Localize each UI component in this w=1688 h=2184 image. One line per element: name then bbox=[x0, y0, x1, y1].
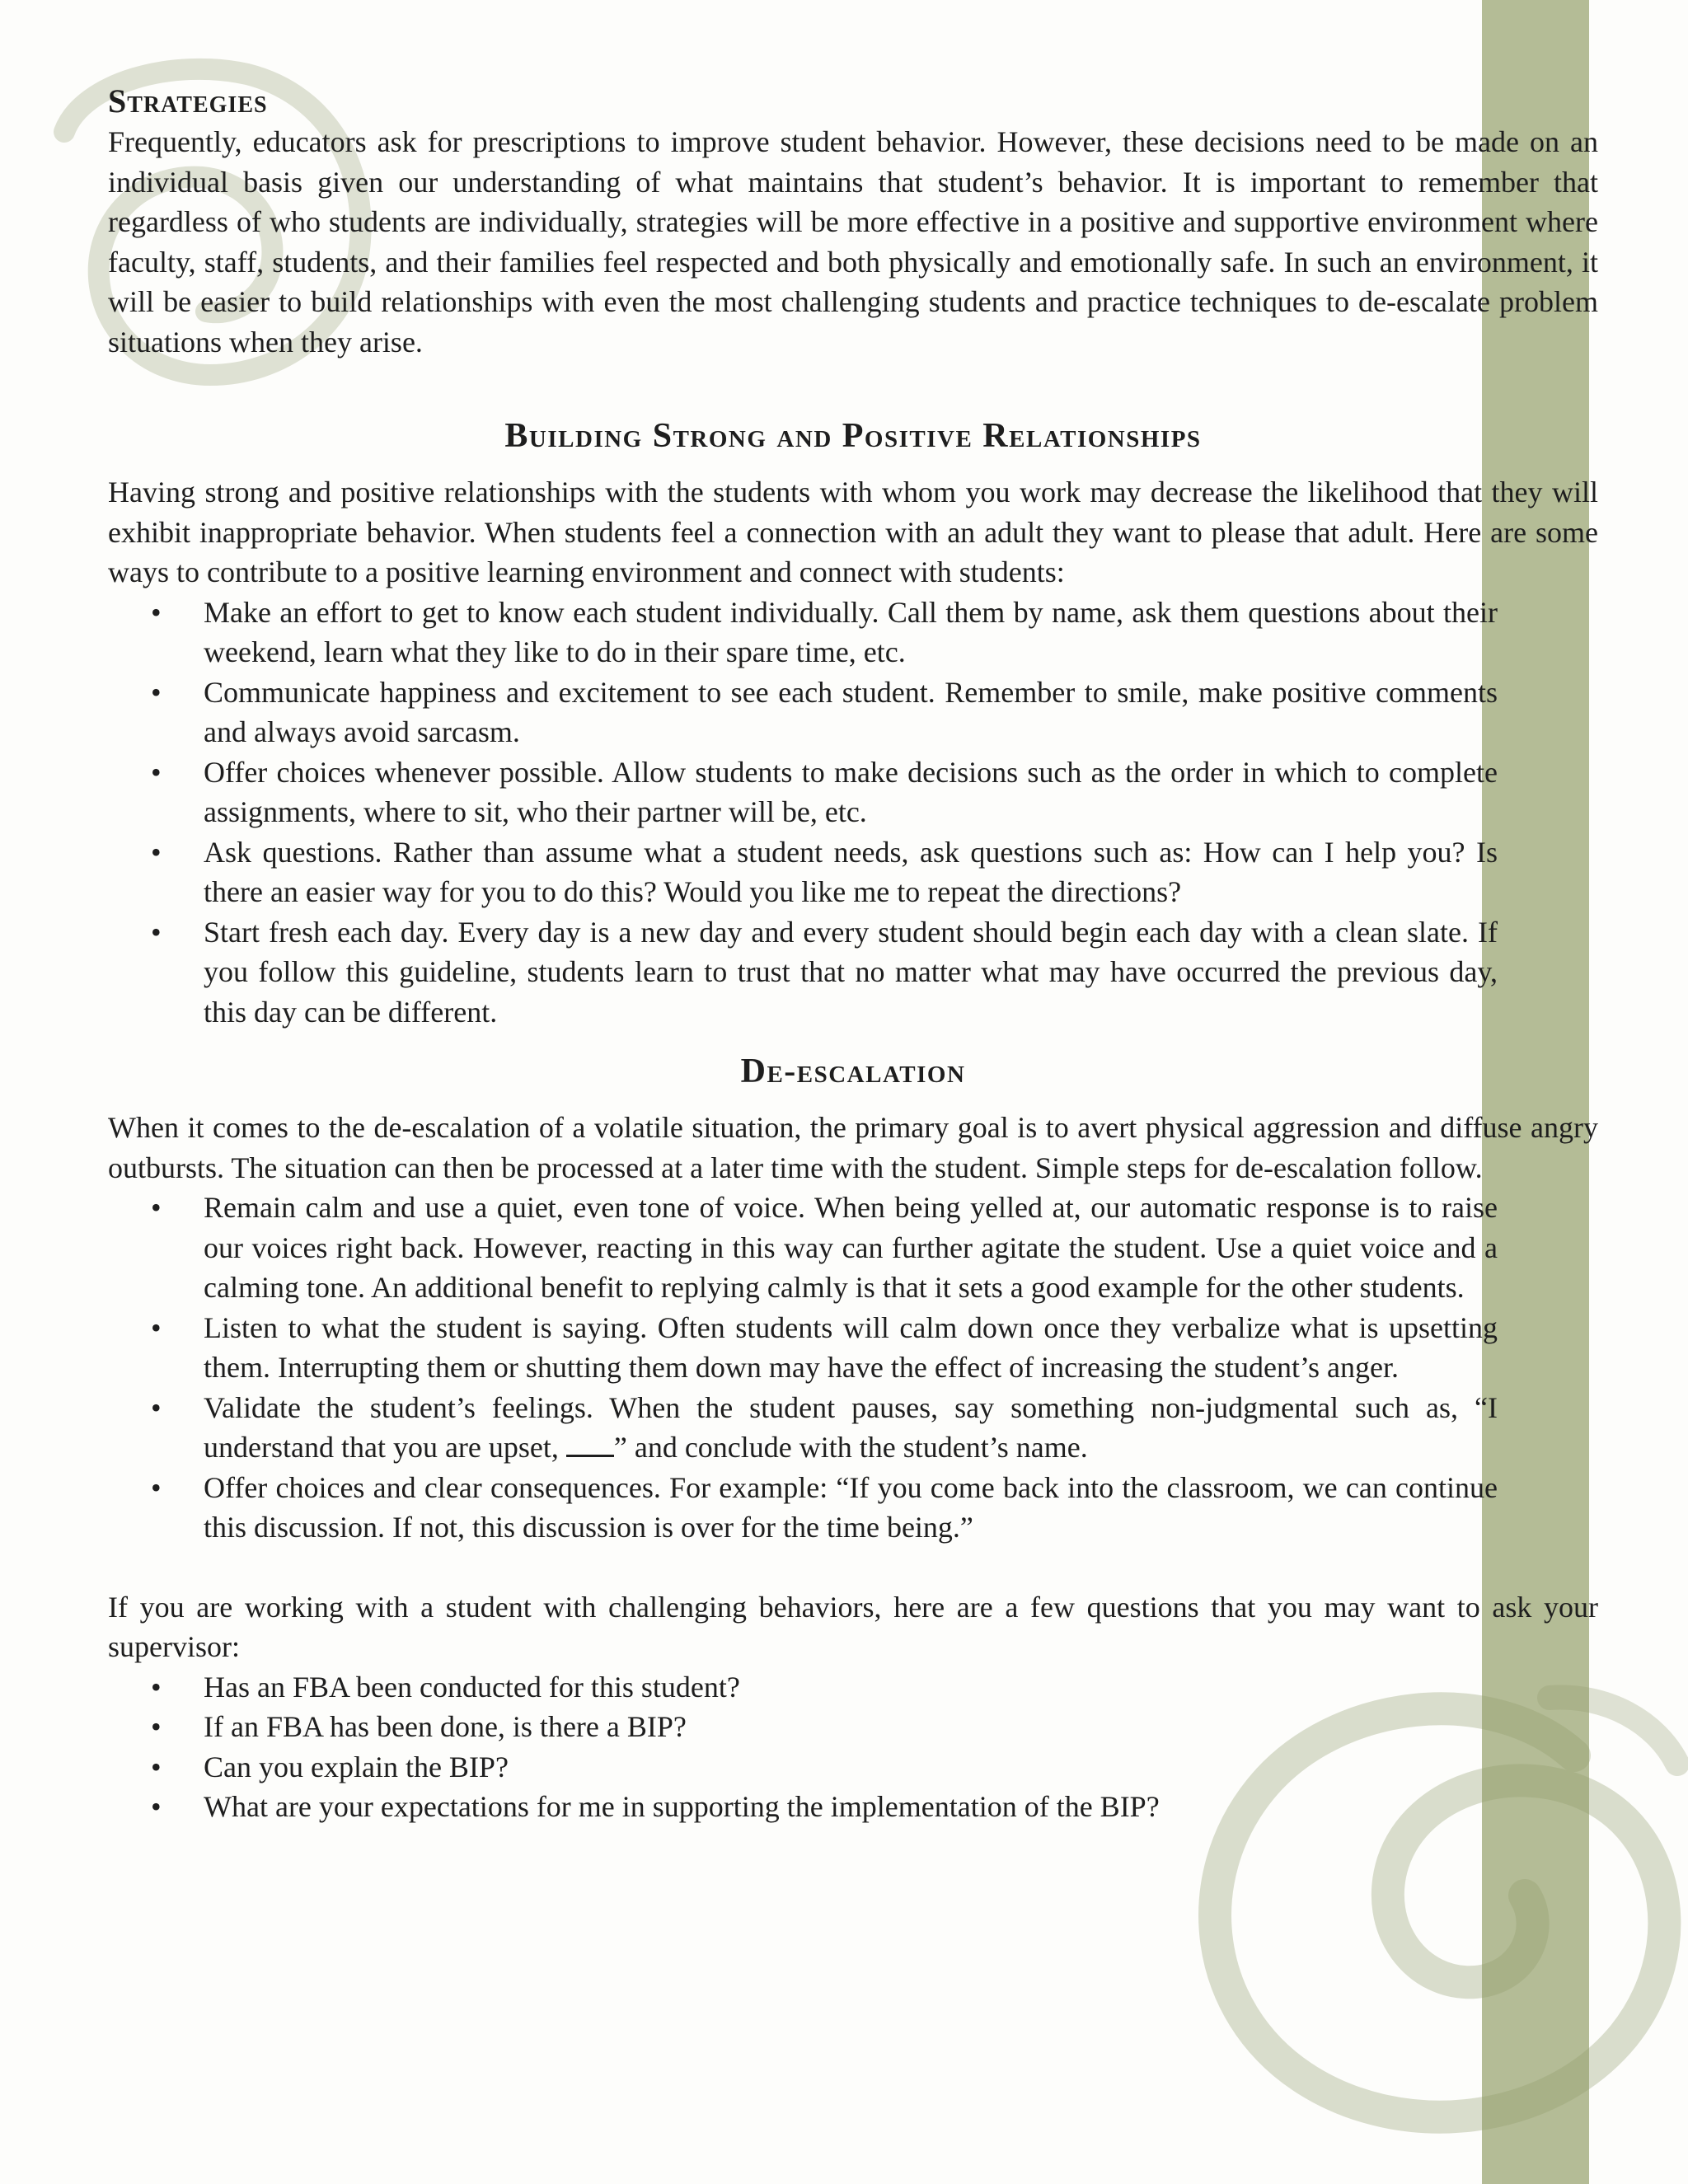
bullet-icon: • bbox=[151, 1470, 162, 1504]
list-item: • Ask questions. Rather than assume what a student needs, ask questions such as: How can I help you? Is there an easier way for you to do this? Would you like me to repeat the directions? bbox=[204, 832, 1498, 912]
bullet-icon: • bbox=[151, 1750, 162, 1783]
relationships-heading: Building Strong and Positive Relationships bbox=[504, 417, 1202, 455]
deescalation-list bbox=[108, 1188, 1598, 1548]
relationships-list bbox=[108, 593, 1598, 1033]
list-item: • Offer choices whenever possible. Allow students to make decisions such as the order in which to complete assignments, where to sit, who their partner will be, etc. bbox=[204, 752, 1498, 832]
list-item: • Can you explain the BIP? bbox=[204, 1747, 1498, 1788]
bullet-icon: • bbox=[151, 1310, 162, 1344]
list-item: • If an FBA has been done, is there a BIP? bbox=[204, 1707, 1498, 1747]
bullet-icon: • bbox=[151, 1191, 162, 1224]
bullet-icon: • bbox=[151, 835, 162, 869]
strategies-paragraph: Frequently, educators ask for prescriptions to improve student behavior. However, these decisions need to be made on an individual basis given our understanding of what maintains that student’s behavior. It is important to remember that regardless of who students are individually, strategies will be more effective in a positive and supportive environment where faculty, staff, students, and their families feel respected and both physically and emotionally safe. In such an environment, it will be easier to build relationships with even the most challenging students and practice techniques to de-escalate problem situations when they arise. bbox=[108, 125, 1598, 359]
document-content bbox=[108, 81, 1598, 1827]
list-item: • Validate the student’s feelings. When the student pauses, say something non-judgmental such as, “I understand that you are upset, ” and conclude with the student’s name. bbox=[204, 1388, 1498, 1468]
deescalation-heading: De-escalation bbox=[740, 1052, 966, 1090]
name-blank bbox=[566, 1430, 614, 1457]
bullet-icon: • bbox=[151, 1670, 162, 1704]
list-item: • Listen to what the student is saying. Often students will calm down once they verbalize what is upsetting them. Interrupting them or shutting them down may have the effect of increasing the student’s anger. bbox=[204, 1308, 1498, 1388]
bullet-icon: • bbox=[151, 915, 162, 949]
deescalation-intro: When it comes to the de-escalation of a volatile situation, the primary goal is to avert physical aggression and diffuse angry outbursts. The situation can then be processed at a later time with the student. Simple steps for de-escalation follow. bbox=[108, 1111, 1598, 1184]
list-item: • Offer choices and clear consequences. For example: “If you come back into the classroom, we can continue this discussion. If not, this discussion is over for the time being.” bbox=[204, 1468, 1498, 1548]
bullet-icon: • bbox=[151, 1390, 162, 1424]
list-item: • Communicate happiness and excitement to see each student. Remember to smile, make positive comments and always avoid sarcasm. bbox=[204, 673, 1498, 752]
bullet-icon: • bbox=[151, 1710, 162, 1743]
list-item: • Has an FBA been conducted for this student? bbox=[204, 1667, 1498, 1708]
relationships-intro: Having strong and positive relationships with the students with whom you work may decrease the likelihood that they will exhibit inappropriate behavior. When students feel a connection with an adult they want to please that adult. Here are some ways to contribute to a positive learning environment and connect with students: bbox=[108, 476, 1598, 588]
list-item: • Start fresh each day. Every day is a new day and every student should begin each day with a clean slate. If you follow this guideline, students learn to trust that no matter what may have occurred the previous day, this day can be different. bbox=[204, 912, 1498, 1033]
strategies-heading: Strategies bbox=[108, 82, 268, 120]
supervisor-intro: If you are working with a student with challenging behaviors, here are a few questions that you may want to ask your supervisor: bbox=[108, 1590, 1598, 1663]
list-item: • What are your expectations for me in supporting the implementation of the BIP? bbox=[204, 1787, 1498, 1827]
bullet-icon: • bbox=[151, 595, 162, 629]
bullet-icon: • bbox=[151, 1790, 162, 1823]
bullet-icon: • bbox=[151, 755, 162, 789]
list-item: • Remain calm and use a quiet, even tone of voice. When being yelled at, our automatic response is to raise our voices right back. However, reacting in this way can further agitate the student. Use a quiet voice and a calming tone. An additional benefit to replying calmly is that it sets a good example for the other students. bbox=[204, 1188, 1498, 1308]
supervisor-questions-list bbox=[108, 1667, 1598, 1827]
bullet-icon: • bbox=[151, 675, 162, 709]
list-item: • Make an effort to get to know each student individually. Call them by name, ask them questions about their weekend, learn what they like to do in their spare time, etc. bbox=[204, 593, 1498, 673]
